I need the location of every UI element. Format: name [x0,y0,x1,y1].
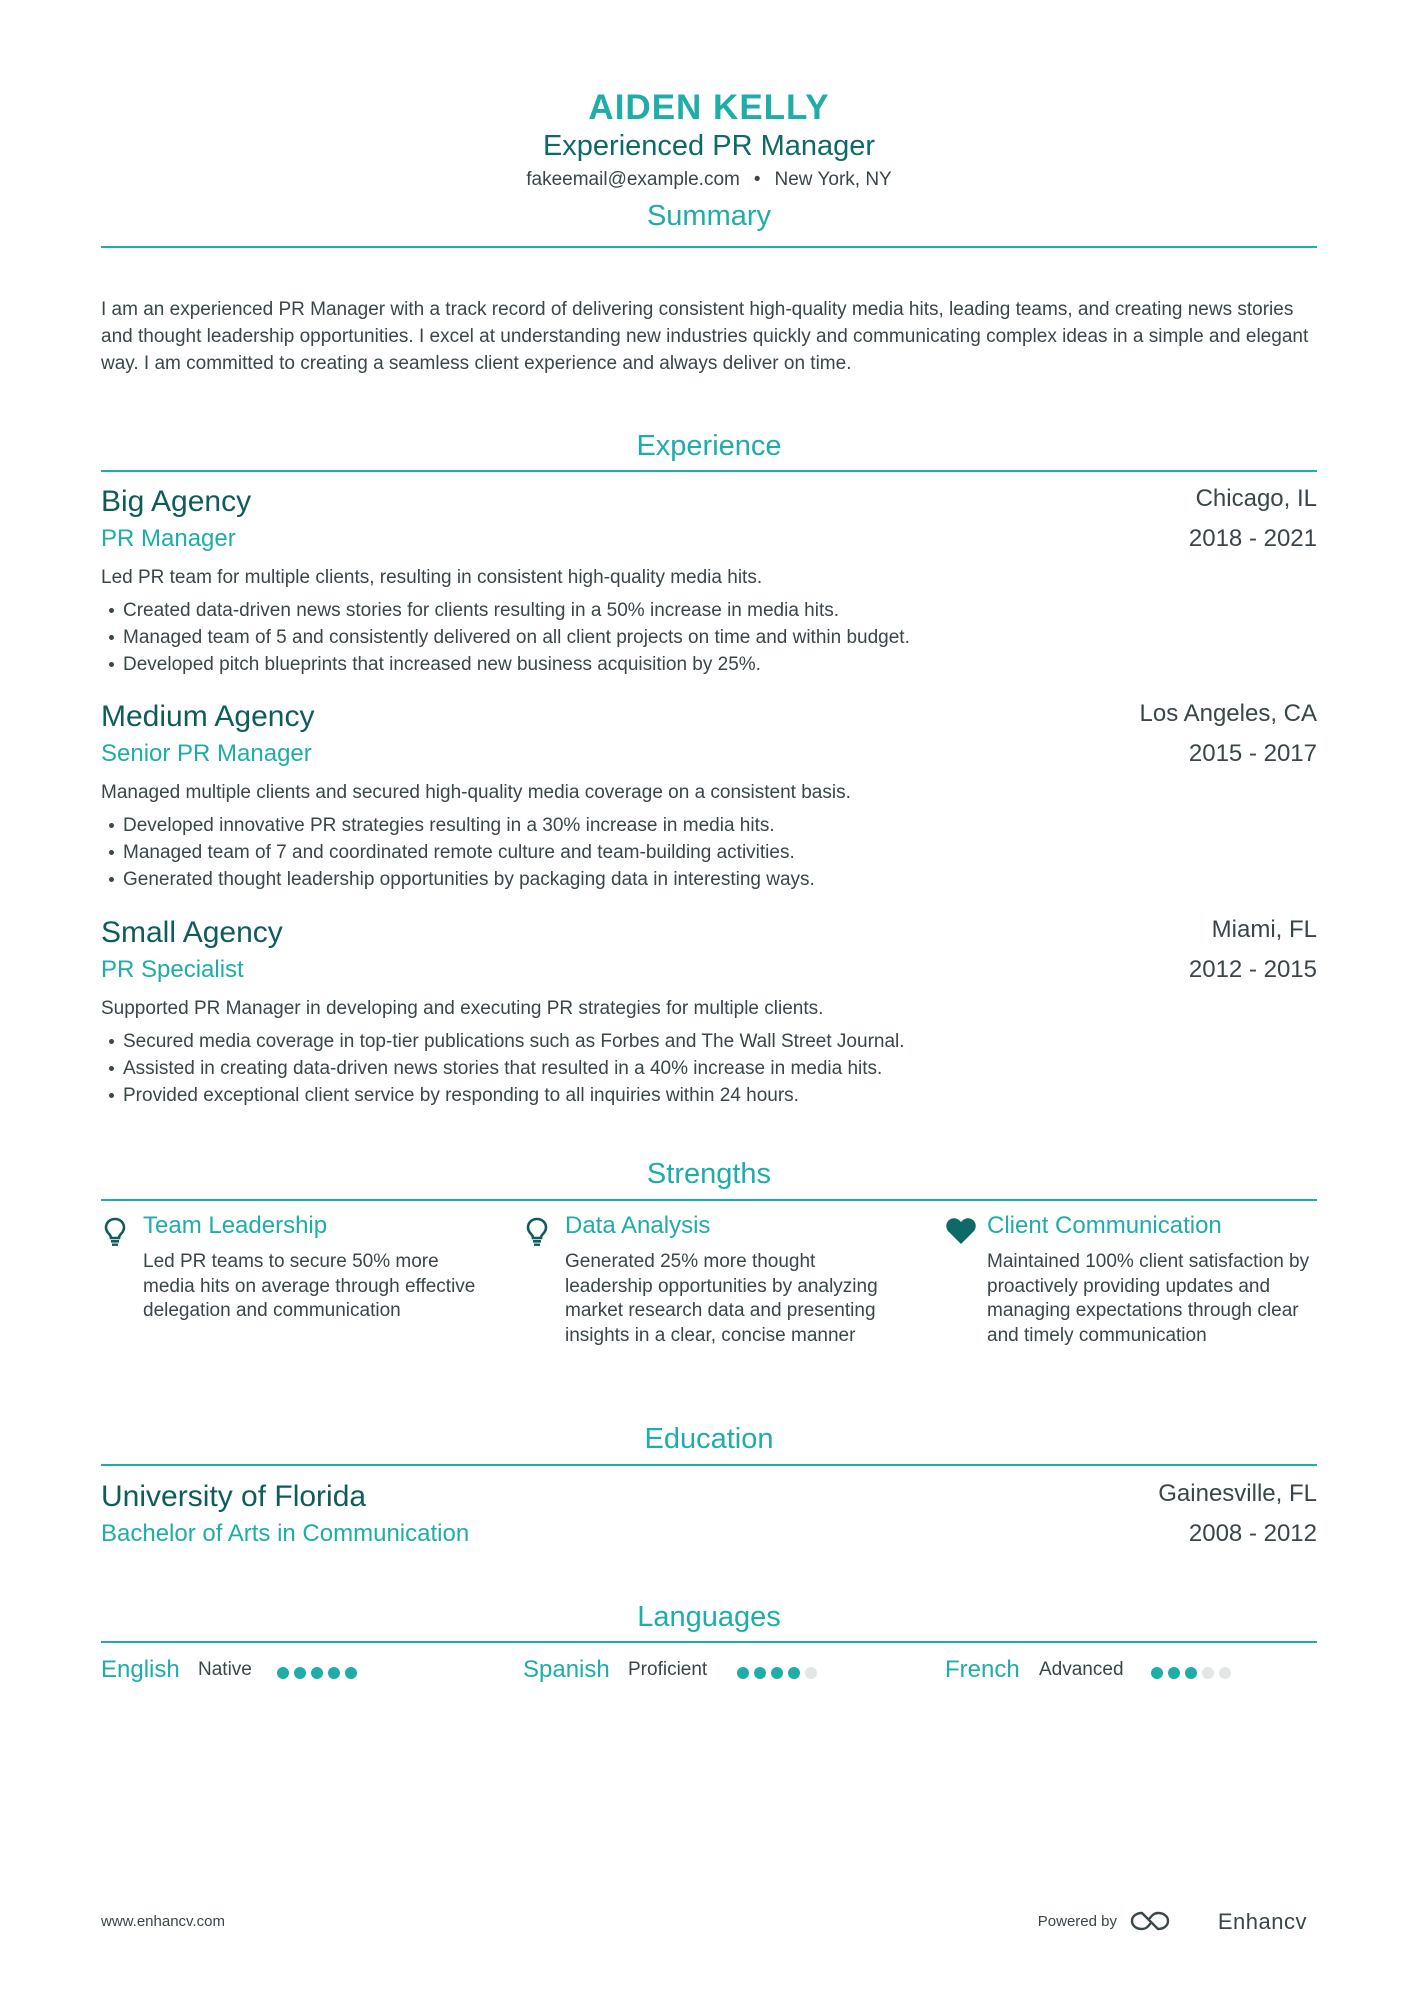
rating-dot-filled [737,1667,749,1679]
strength-title: Team Leadership [143,1212,328,1239]
strength-description: Generated 25% more thought leadership opportunities by analyzing market research data and presenting insights in a clear, concise manner [565,1251,878,1346]
rating-dot-filled [1168,1667,1180,1679]
education-divider [101,1464,1317,1466]
experience-entry [101,485,1317,685]
achievement-list [101,1028,905,1109]
education-entry [101,1480,1317,1560]
rating-dot-filled [788,1667,800,1679]
language-item [523,1656,843,1686]
language-rating [277,1666,362,1680]
achievement-item: Provided exceptional client service by responding to all inquiries within 24 hours. [101,1082,905,1109]
experience-entry [101,700,1317,900]
email-link[interactable]: fakeemail@example.com [526,169,740,190]
languages-heading: Languages [637,1601,781,1633]
rating-dot-empty [1219,1667,1231,1679]
enhancv-logo-icon [1128,1908,1172,1934]
footer-website-link[interactable]: www.enhancv.com [101,1913,225,1930]
rating-dot-filled [277,1667,289,1679]
footer-branding [1007,1906,1307,1936]
summary-text: I am an experienced PR Manager with a track record of delivering consistent high-quality media hits, leading teams, and creating news stories and thought leadership opportunities. I excel at understanding new industries quickly and communicating complex ideas in a simple and elegant way. I am committed to creating a seamless client experience and always deliver on time. [101,299,1309,374]
job-role: Senior PR Manager [101,740,312,767]
rating-dot-empty [1202,1667,1214,1679]
achievement-item: Managed team of 7 and coordinated remote culture and team-building activities. [101,839,815,866]
strengths-divider [101,1199,1317,1201]
summary-heading: Summary [646,200,772,232]
school-name: University of Florida [101,1480,367,1513]
language-rating [1151,1666,1236,1680]
job-location: Chicago, IL [1195,485,1317,512]
language-name: Spanish [523,1656,610,1683]
job-location: Miami, FL [1211,916,1317,943]
education-dates: 2008 - 2012 [1188,1520,1317,1547]
languages-divider [101,1641,1317,1643]
job-role: PR Specialist [101,956,244,983]
lightbulb-icon [101,1216,129,1246]
enhancv-logo-text: Enhancv [1217,1909,1307,1934]
job-dates: 2015 - 2017 [1188,740,1317,767]
powered-by-text: Powered by [1037,1913,1117,1930]
lightbulb-icon [523,1216,551,1246]
rating-dot-filled [294,1667,306,1679]
achievement-list [101,812,815,893]
job-description: Managed multiple clients and secured high-quality media coverage on a consistent basis. [101,782,851,803]
rating-dot-filled [1151,1667,1163,1679]
strength-title: Data Analysis [565,1212,711,1239]
rating-dot-filled [754,1667,766,1679]
language-level: Advanced [1039,1659,1124,1680]
strength-description: Led PR teams to secure 50% more media hits on average through effective delegation and communication [143,1251,476,1321]
job-description: Supported PR Manager in developing and executing PR strategies for multiple clients. [101,998,824,1019]
company-name: Medium Agency [101,700,315,733]
school-location: Gainesville, FL [1158,1480,1317,1507]
heart-icon [945,1216,973,1246]
rating-dot-filled [311,1667,323,1679]
job-role: PR Manager [101,525,236,552]
location-text: New York, NY [774,169,892,190]
degree-name: Bachelor of Arts in Communication [101,1520,470,1547]
language-name: English [101,1656,180,1683]
language-rating [737,1666,822,1680]
experience-entry [101,916,1317,1116]
rating-dot-filled [1185,1667,1197,1679]
language-name: French [945,1656,1020,1683]
achievement-item: Managed team of 5 and consistently delivered on all client projects on time and within budget. [101,624,910,651]
experience-heading: Experience [636,430,782,462]
candidate-title: Experienced PR Manager [542,130,876,162]
rating-dot-filled [771,1667,783,1679]
candidate-name: AIDEN KELLY [588,88,830,127]
achievement-item: Developed innovative PR strategies resulting in a 30% increase in media hits. [101,812,815,839]
contact-line [101,169,1317,191]
achievement-item: Secured media coverage in top-tier publications such as Forbes and The Wall Street Journal. [101,1028,905,1055]
rating-dot-empty [805,1667,817,1679]
strength-title: Client Communication [987,1212,1222,1239]
job-location: Los Angeles, CA [1139,700,1317,727]
achievement-item: Created data-driven news stories for clients resulting in a 50% increase in media hits. [101,597,910,624]
education-heading: Education [644,1423,774,1455]
resume-page [101,0,1317,1995]
company-name: Small Agency [101,916,283,949]
achievement-item: Generated thought leadership opportunities by packaging data in interesting ways. [101,866,815,893]
language-item [945,1656,1265,1686]
company-name: Big Agency [101,485,252,518]
contact-separator: • [753,169,761,190]
strength-description: Maintained 100% client satisfaction by proactively providing updates and managing expectations through clear and timely communication [987,1251,1310,1346]
language-level: Native [198,1659,252,1680]
rating-dot-filled [328,1667,340,1679]
achievement-list [101,597,910,678]
experience-divider [101,470,1317,472]
rating-dot-filled [345,1667,357,1679]
summary-divider [101,246,1317,248]
language-level: Proficient [628,1659,708,1680]
job-description: Led PR team for multiple clients, resulting in consistent high-quality media hits. [101,567,763,588]
strengths-heading: Strengths [646,1158,772,1190]
achievement-item: Developed pitch blueprints that increased new business acquisition by 25%. [101,651,910,678]
language-item [101,1656,401,1686]
job-dates: 2018 - 2021 [1188,525,1317,552]
achievement-item: Assisted in creating data-driven news stories that resulted in a 40% increase in media hits. [101,1055,905,1082]
job-dates: 2012 - 2015 [1188,956,1317,983]
